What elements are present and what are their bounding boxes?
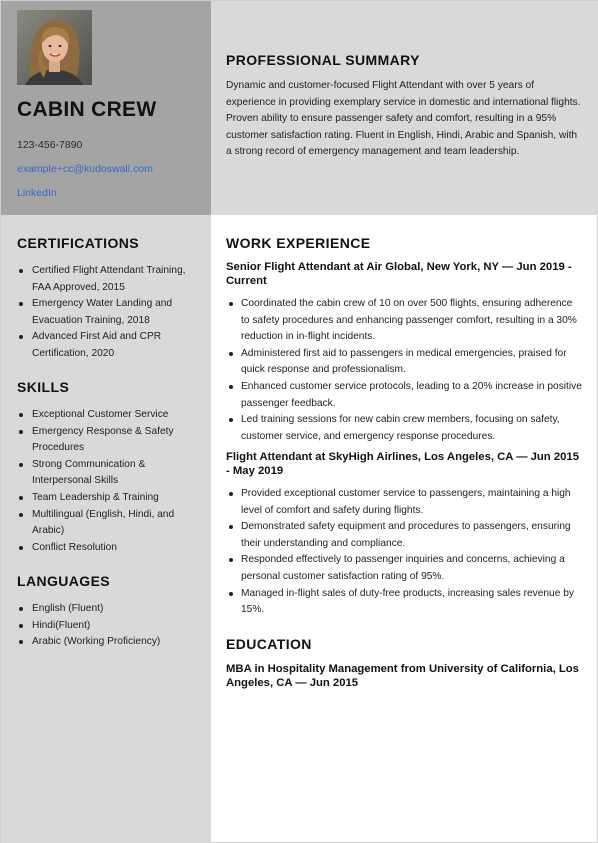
languages-heading: LANGUAGES <box>17 573 111 589</box>
list-item: Multilingual (English, Hindi, and Arabic) <box>17 507 202 540</box>
list-item: Conflict Resolution <box>17 540 202 557</box>
list-item: Demonstrated safety equipment and procedures to passengers, ensuring their understanding and compliance. <box>226 519 583 552</box>
list-item: Certified Flight Attendant Training, FAA Approved, 2015 <box>17 263 202 296</box>
certifications-heading: CERTIFICATIONS <box>17 235 140 251</box>
education-degree: MBA in Hospitality Management from University of California, Los Angeles, CA — Jun 2015 <box>226 663 579 689</box>
skills-heading: SKILLS <box>17 379 70 395</box>
work-experience-heading: WORK EXPERIENCE <box>226 235 371 251</box>
languages-list <box>17 601 202 651</box>
job-entry <box>226 451 583 619</box>
skills-list <box>17 407 202 556</box>
list-item: Responded effectively to passenger inquiries and concerns, achieving a personal customer satisfaction rating of 95%. <box>226 552 583 585</box>
summary-text: Dynamic and customer-focused Flight Attendant with over 5 years of experience in providing exemplary service in domestic and international flights. Proven ability to ensure passenger safety and comfort, resulting in a 95% customer satisfaction rating. Fluent in English, Hindi, Arabic and Spanish, with a strong record of emergency management and team leadership. <box>226 80 581 158</box>
profile-photo <box>17 10 92 85</box>
skills-section <box>17 379 202 556</box>
candidate-name: CABIN CREW <box>17 98 157 121</box>
profile-photo-image <box>17 10 92 85</box>
job-entry <box>226 261 583 445</box>
education-heading: EDUCATION <box>226 636 312 652</box>
job-bullets <box>226 296 583 445</box>
list-item: Emergency Response & Safety Procedures <box>17 424 202 457</box>
list-item: Hindi(Fluent) <box>17 618 202 635</box>
job-title: Flight Attendant at SkyHigh Airlines, Los Angeles, CA — Jun 2015 - May 2019 <box>226 451 579 477</box>
list-item: Coordinated the cabin crew of 10 on over 500 flights, ensuring adherence to safety procedures and enhancing passenger comfort, resulting in a 30% reduction in in-flight incidents. <box>226 296 583 346</box>
summary-heading: PROFESSIONAL SUMMARY <box>226 52 420 68</box>
header-left-panel <box>1 1 211 215</box>
list-item: Team Leadership & Training <box>17 490 202 507</box>
list-item: Enhanced customer service protocols, leading to a 20% increase in positive passenger feedback. <box>226 379 583 412</box>
phone-number: 123-456-7890 <box>17 139 83 151</box>
list-item: Provided exceptional customer service to passengers, maintaining a high level of comfort and safety during flights. <box>226 486 583 519</box>
list-item: Administered first aid to passengers in medical emergencies, praised for quick response and professionalism. <box>226 346 583 379</box>
list-item: Emergency Water Landing and Evacuation Training, 2018 <box>17 296 202 329</box>
list-item: Strong Communication & Interpersonal Skills <box>17 457 202 490</box>
list-item: English (Fluent) <box>17 601 202 618</box>
certifications-section <box>17 235 202 363</box>
list-item: Advanced First Aid and CPR Certification, 2020 <box>17 329 202 362</box>
list-item: Led training sessions for new cabin crew members, focusing on safety, customer service, and emergency response procedures. <box>226 412 583 445</box>
list-item: Managed in-flight sales of duty-free products, increasing sales revenue by 15%. <box>226 586 583 619</box>
job-bullets <box>226 486 583 619</box>
list-item: Arabic (Working Proficiency) <box>17 634 202 651</box>
certifications-list <box>17 263 202 363</box>
linkedin-link[interactable]: LinkedIn <box>17 187 57 199</box>
job-title: Senior Flight Attendant at Air Global, New York, NY — Jun 2019 - Current <box>226 261 572 287</box>
languages-section <box>17 573 202 651</box>
list-item: Exceptional Customer Service <box>17 407 202 424</box>
email-link[interactable]: example+cc@kudoswall.com <box>17 163 153 175</box>
